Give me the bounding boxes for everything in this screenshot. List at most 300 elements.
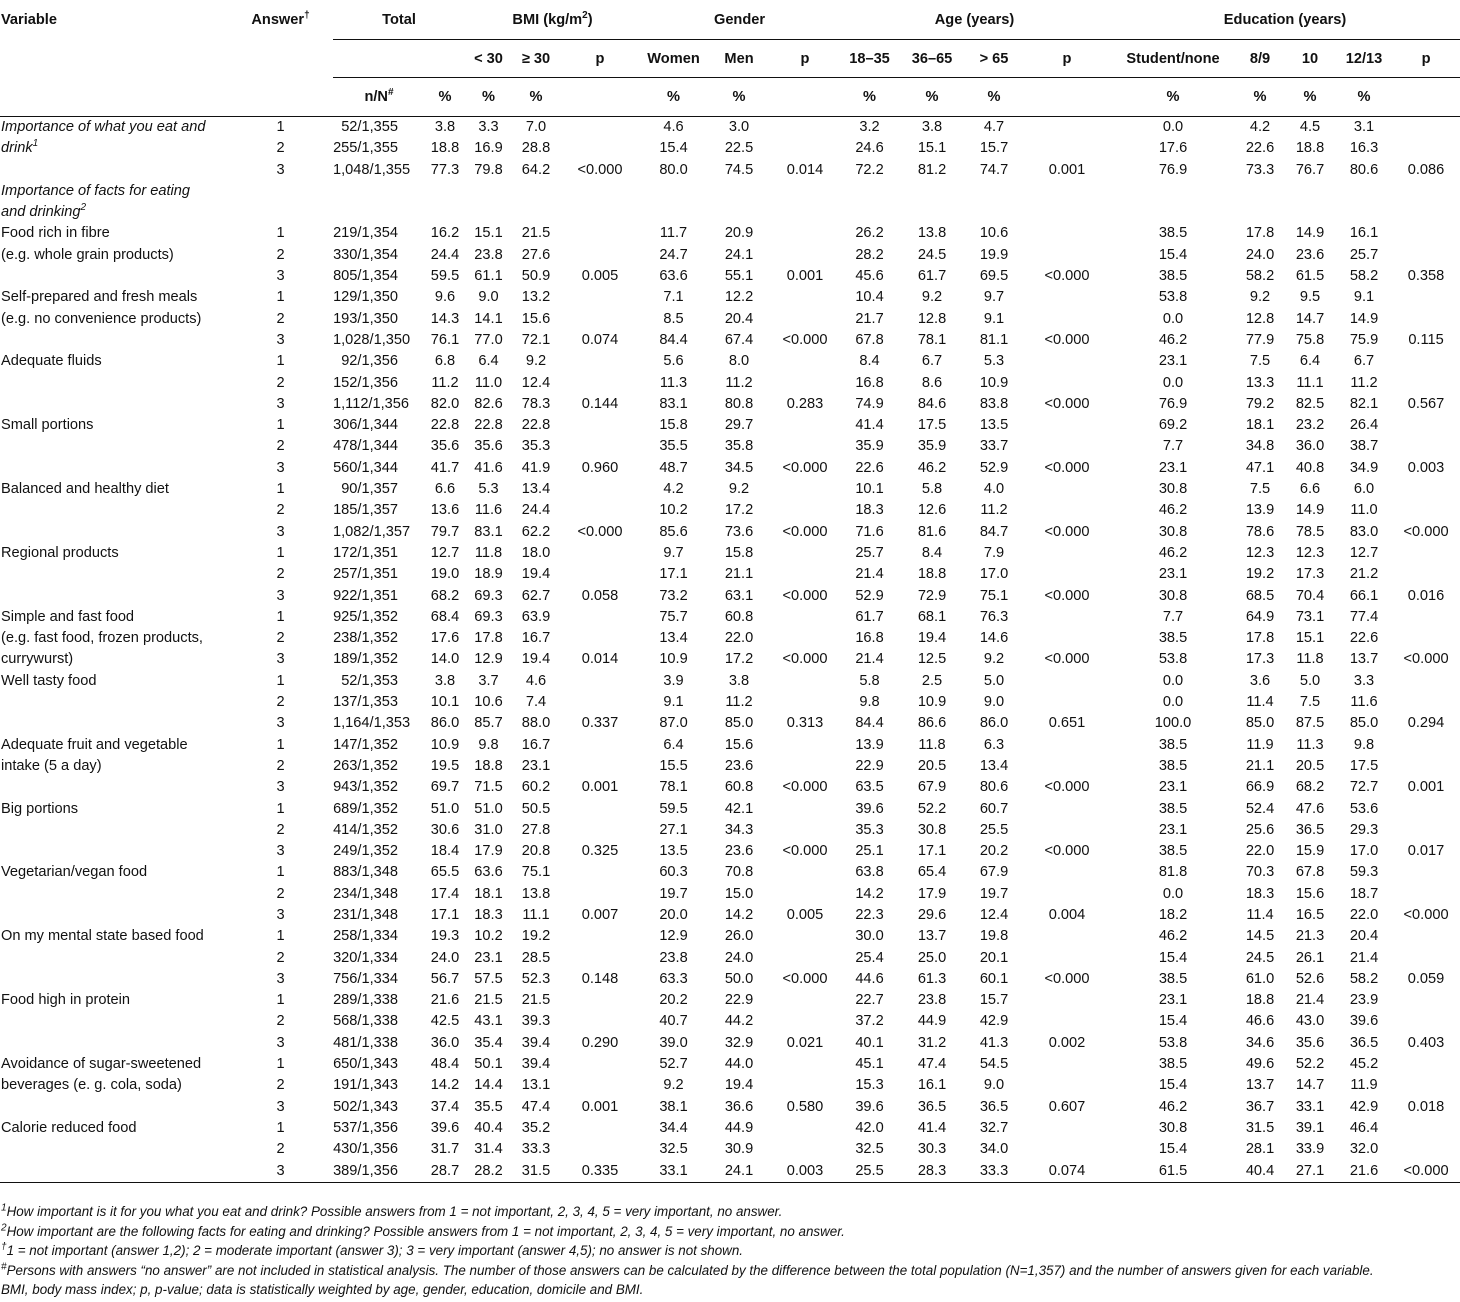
cell-bmi2: 88.0 — [521, 715, 551, 732]
cell-pb: 0.001 — [581, 779, 619, 796]
cell-e1: 0.0 — [1162, 885, 1184, 902]
table-row — [0, 1075, 1460, 1096]
cell-e1: 38.5 — [1158, 757, 1188, 774]
cell-pa: <0.000 — [1044, 843, 1090, 860]
cell-pe: 0.001 — [1407, 779, 1445, 796]
cell-men: 24.1 — [707, 1161, 771, 1183]
cell-a1: 45.6 — [855, 268, 884, 285]
footnote: BMI, body mass index; p, p-value; data is statistically weighted by age, gender, education, domicile and BMI. — [1, 1282, 644, 1298]
cell-e3: 23.6 — [1295, 246, 1325, 263]
cell-answer: 1 — [276, 608, 285, 625]
cell-a1 — [839, 181, 900, 202]
cell-answer: 1 — [276, 481, 285, 498]
cell-pb — [560, 692, 640, 713]
cell-e4: 34.9 — [1349, 459, 1379, 476]
cell-total: 86.0 — [430, 715, 460, 732]
cell-e4: 39.6 — [1349, 1013, 1379, 1030]
cell-e1: 81.8 — [1158, 864, 1188, 881]
cell-n: 650/1,343 — [333, 1056, 398, 1073]
cell-pg — [771, 1139, 839, 1160]
cell-pg — [771, 415, 839, 436]
cell-e4: 36.5 — [1349, 1034, 1379, 1051]
cell-bmi1: 11.8 — [474, 544, 503, 561]
cell-a1: 25.7 — [855, 544, 884, 561]
table-row — [0, 1097, 1460, 1118]
cell-pe — [1392, 692, 1460, 713]
cell-bmi2: 47.4 — [521, 1098, 551, 1115]
cell-e2: 79.2 — [1245, 395, 1275, 412]
row-label: Adequate fluids — [1, 353, 102, 370]
cell-bmi1: 51.0 — [474, 800, 503, 817]
row-label — [0, 436, 228, 457]
cell-a3: 10.9 — [979, 374, 1009, 391]
cell-bmi1: 43.1 — [474, 1013, 503, 1030]
cell-women: 9.1 — [663, 694, 684, 711]
cell-e2: 64.9 — [1245, 608, 1275, 625]
table-row — [0, 522, 1460, 543]
cell-e2: 52.4 — [1245, 800, 1275, 817]
cell-n: 502/1,343 — [333, 1098, 398, 1115]
table-row — [0, 458, 1460, 479]
cell-pb — [560, 415, 640, 436]
cell-bmi1: 83.1 — [474, 523, 503, 540]
cell-answer: 3 — [276, 651, 285, 668]
cell-pg — [771, 436, 839, 457]
cell-answer: 2 — [276, 821, 285, 838]
table-row — [0, 160, 1460, 181]
cell-e1: 38.5 — [1158, 225, 1188, 242]
cell-n: 1,082/1,357 — [333, 523, 411, 540]
cell-pe — [1392, 500, 1460, 521]
cell-pg — [771, 884, 839, 905]
header-pct: % — [707, 78, 771, 117]
cell-bmi2: 9.2 — [525, 353, 547, 370]
cell-pb — [560, 990, 640, 1011]
cell-men: 11.2 — [725, 694, 753, 711]
cell-n: 52/1,353 — [341, 672, 398, 689]
row-label — [0, 1161, 228, 1183]
cell-answer: 3 — [276, 1098, 285, 1115]
cell-a1: 22.7 — [855, 992, 884, 1009]
table-row — [0, 841, 1460, 862]
cell-a2: 8.4 — [921, 544, 943, 561]
cell-pe: 0.016 — [1407, 587, 1445, 604]
cell-e2: 40.4 — [1236, 1161, 1284, 1183]
cell-total: 18.8 — [430, 140, 460, 157]
cell-a2: 23.8 — [917, 992, 947, 1009]
table-row — [0, 138, 1460, 159]
cell-pe — [1392, 436, 1460, 457]
header-education: Education (years) — [1110, 0, 1460, 40]
cell-pe — [1392, 820, 1460, 841]
cell-men: 8.0 — [728, 353, 750, 370]
cell-n: 257/1,351 — [333, 566, 398, 583]
cell-e2: 31.5 — [1245, 1119, 1275, 1136]
cell-a1: 24.6 — [855, 140, 884, 157]
cell-pe: <0.000 — [1403, 651, 1449, 668]
cell-men: 22.0 — [724, 630, 754, 647]
cell-pa — [1024, 543, 1110, 564]
cell-pg — [771, 1011, 839, 1032]
cell-a2: 25.0 — [917, 949, 947, 966]
cell-e3: 7.5 — [1299, 694, 1321, 711]
cell-pa: <0.000 — [1044, 587, 1090, 604]
cell-bmi2: 62.7 — [521, 587, 551, 604]
cell-men: 11.2 — [725, 374, 753, 391]
cell-answer: 3 — [228, 1161, 333, 1183]
cell-bmi2: 13.1 — [521, 1077, 551, 1094]
cell-e1: 0.0 — [1162, 119, 1184, 135]
cell-e2: 46.6 — [1245, 1013, 1275, 1030]
cell-total: 39.6 — [430, 1119, 460, 1136]
cell-e1: 0.0 — [1162, 694, 1184, 711]
cell-bmi2 — [512, 181, 560, 202]
cell-e1: 15.4 — [1158, 1141, 1188, 1158]
table-row — [0, 543, 1460, 564]
table-row — [0, 287, 1460, 308]
cell-n: 191/1,343 — [333, 1077, 398, 1094]
cell-e1: 38.5 — [1158, 1056, 1188, 1073]
cell-pb — [560, 564, 640, 585]
cell-a1: 16.8 — [855, 374, 884, 391]
cell-bmi1: 18.3 — [474, 906, 503, 923]
cell-a2: 18.8 — [917, 566, 947, 583]
table-row — [0, 607, 1460, 628]
cell-n: 152/1,356 — [333, 374, 398, 391]
cell-bmi1: 22.8 — [474, 417, 503, 434]
cell-pg — [771, 117, 839, 139]
cell-a3: 86.0 — [979, 715, 1009, 732]
cell-e4: 17.5 — [1349, 757, 1379, 774]
cell-men: 44.2 — [724, 1013, 754, 1030]
cell-e3: 70.4 — [1295, 587, 1325, 604]
cell-e1: 0.0 — [1162, 374, 1184, 391]
cell-pb — [560, 436, 640, 457]
cell-bmi1: 40.4 — [474, 1119, 503, 1136]
cell-pb: 0.144 — [581, 395, 619, 412]
cell-bmi1: 12.9 — [474, 651, 503, 668]
cell-women: 80.0 — [659, 161, 688, 178]
cell-e1: 30.8 — [1158, 481, 1188, 498]
row-label: Balanced and healthy diet — [1, 481, 169, 498]
cell-bmi2: 21.5 — [521, 992, 551, 1009]
cell-a2: 29.6 — [917, 906, 947, 923]
cell-pe — [1392, 1054, 1460, 1075]
cell-pa — [1024, 671, 1110, 692]
cell-bmi2: 16.7 — [521, 736, 551, 753]
cell-n: 922/1,351 — [333, 587, 398, 604]
cell-men: 22.9 — [724, 992, 754, 1009]
cell-women: 24.7 — [659, 246, 688, 263]
cell-bmi2: 31.5 — [512, 1161, 560, 1183]
cell-e3: 23.2 — [1295, 417, 1325, 434]
cell-answer: 1 — [276, 800, 285, 817]
cell-men: 15.0 — [724, 885, 754, 902]
cell-e2: 47.1 — [1245, 459, 1275, 476]
cell-pe — [1392, 756, 1460, 777]
cell-men: 17.2 — [724, 651, 754, 668]
cell-bmi1 — [465, 181, 512, 202]
cell-e4 — [1336, 202, 1392, 223]
header-edu-8-9: 8/9 — [1236, 40, 1284, 78]
cell-a2: 13.8 — [917, 225, 947, 242]
cell-a2: 41.4 — [917, 1119, 947, 1136]
cell-e3: 18.8 — [1295, 140, 1325, 157]
cell-e3: 15.6 — [1295, 885, 1325, 902]
cell-a3: 84.7 — [979, 523, 1009, 540]
table-row — [0, 245, 1460, 266]
row-label — [0, 841, 228, 862]
cell-women: 34.4 — [659, 1119, 688, 1136]
cell-pe — [1392, 607, 1460, 628]
cell-a1: 30.0 — [855, 928, 884, 945]
cell-pb — [560, 1011, 640, 1032]
cell-e1: 38.5 — [1158, 970, 1188, 987]
cell-pa — [1024, 1054, 1110, 1075]
table-row — [0, 1054, 1460, 1075]
row-label — [0, 713, 228, 734]
cell-e1: 100.0 — [1154, 715, 1192, 732]
cell-bmi1: 14.4 — [474, 1077, 503, 1094]
header-p-edu: p — [1392, 40, 1460, 78]
cell-women: 84.4 — [659, 331, 688, 348]
cell-answer: 3 — [276, 459, 285, 476]
cell-bmi2 — [512, 202, 560, 223]
table-row — [0, 628, 1460, 649]
cell-pg: <0.000 — [782, 587, 828, 604]
cell-e3: 61.5 — [1295, 268, 1325, 285]
cell-answer: 2 — [276, 502, 285, 519]
cell-answer: 3 — [276, 970, 285, 987]
cell-pa — [1024, 926, 1110, 947]
header-pct: % — [1336, 78, 1392, 117]
cell-pe: 0.017 — [1407, 843, 1445, 860]
row-label: and drinking$^2$ — [1, 202, 87, 221]
cell-e3 — [1284, 181, 1336, 202]
cell-bmi2: 50.9 — [521, 268, 551, 285]
cell-a1: 16.8 — [855, 630, 884, 647]
cell-bmi1: 18.1 — [474, 885, 503, 902]
cell-a3: 52.9 — [979, 459, 1009, 476]
cell-women: 5.6 — [663, 353, 684, 370]
cell-pg: 0.283 — [786, 395, 824, 412]
cell-total: 14.3 — [430, 310, 460, 327]
cell-pb — [560, 138, 640, 159]
cell-a3: 19.9 — [979, 246, 1009, 263]
cell-e3: 27.1 — [1284, 1161, 1336, 1183]
cell-n: 883/1,348 — [333, 864, 398, 881]
cell-pg — [771, 1075, 839, 1096]
cell-men: 36.6 — [724, 1098, 754, 1115]
cell-e2: 18.1 — [1245, 417, 1275, 434]
header-p-age: p — [1024, 40, 1110, 78]
cell-e4: 46.4 — [1349, 1119, 1379, 1136]
row-label: Adequate fruit and vegetable — [1, 736, 188, 753]
cell-pa — [1024, 990, 1110, 1011]
cell-e1: 0.0 — [1162, 310, 1184, 327]
cell-a2: 30.8 — [917, 821, 947, 838]
cell-n: 129/1,350 — [333, 289, 398, 306]
cell-a3: 7.9 — [983, 544, 1005, 561]
cell-pg: 0.014 — [786, 161, 824, 178]
cell-bmi2: 13.4 — [521, 481, 551, 498]
cell-men: 80.8 — [724, 395, 754, 412]
row-label — [0, 564, 228, 585]
cell-answer: 1 — [276, 289, 285, 306]
table-row — [0, 905, 1460, 926]
cell-a3: 4.0 — [983, 481, 1005, 498]
cell-bmi1: 28.2 — [465, 1161, 512, 1183]
table-row — [0, 586, 1460, 607]
cell-a1: 18.3 — [855, 502, 884, 519]
cell-a1: 5.8 — [859, 672, 880, 689]
cell-women: 11.3 — [659, 374, 688, 391]
cell-pg: 0.021 — [786, 1034, 824, 1051]
cell-a1: 10.1 — [855, 481, 884, 498]
cell-e4 — [1336, 181, 1392, 202]
table-row — [0, 479, 1460, 500]
cell-e4: 32.0 — [1349, 1141, 1379, 1158]
cell-e4: 58.2 — [1349, 970, 1379, 987]
cell-e2: 12.8 — [1245, 310, 1275, 327]
cell-pa — [1024, 799, 1110, 820]
cell-a3: 19.8 — [979, 928, 1009, 945]
cell-a3: 12.4 — [979, 906, 1009, 923]
header-edu-none: Student/none — [1110, 40, 1236, 78]
cell-women: 60.3 — [659, 864, 688, 881]
cell-a3: 69.5 — [979, 268, 1009, 285]
header-pct: % — [839, 78, 900, 117]
table-row — [0, 692, 1460, 713]
cell-a1: 35.9 — [855, 438, 884, 455]
cell-a1: 14.2 — [855, 885, 884, 902]
cell-men: 15.8 — [724, 544, 754, 561]
cell-e1: 23.1 — [1158, 566, 1188, 583]
cell-e3: 14.9 — [1295, 502, 1325, 519]
cell-answer: 3 — [276, 715, 285, 732]
cell-a3: 60.7 — [979, 800, 1009, 817]
cell-a3: 17.0 — [979, 566, 1009, 583]
cell-pb — [560, 543, 640, 564]
cell-pb: 0.335 — [560, 1161, 640, 1183]
footnote: $^2$How important are the following facts for eating and drinking? Possible answers from 1 = not important, 2, 3, 4, 5 = very important, no answer. — [1, 1222, 845, 1239]
cell-women: 13.4 — [659, 630, 688, 647]
cell-answer: 2 — [276, 1013, 285, 1030]
cell-pg — [771, 543, 839, 564]
cell-n: 92/1,356 — [341, 353, 398, 370]
cell-bmi2: 23.1 — [521, 757, 551, 774]
cell-total: 6.6 — [434, 481, 456, 498]
cell-pa — [1024, 223, 1110, 244]
cell-e2: 22.6 — [1245, 140, 1275, 157]
cell-e4: 9.8 — [1353, 736, 1375, 753]
cell-women: 7.1 — [663, 289, 684, 306]
row-label: Big portions — [1, 800, 79, 817]
table-row — [0, 415, 1460, 436]
cell-women: 10.9 — [659, 651, 688, 668]
cell-pg — [771, 692, 839, 713]
cell-a2: 47.4 — [917, 1056, 947, 1073]
cell-pb: 0.337 — [581, 715, 619, 732]
cell-total: 17.6 — [430, 630, 460, 647]
cell-bmi1: 9.8 — [478, 736, 499, 753]
table-row — [0, 1161, 1460, 1183]
cell-pg — [771, 202, 839, 223]
cell-total: 56.7 — [430, 970, 460, 987]
cell-pg: 0.003 — [771, 1161, 839, 1183]
cell-bmi2: 39.4 — [521, 1034, 551, 1051]
cell-n: 193/1,350 — [333, 310, 398, 327]
cell-bmi2: 13.8 — [521, 885, 551, 902]
cell-pa — [1024, 1011, 1110, 1032]
cell-answer: 1 — [276, 1119, 285, 1136]
cell-pe — [1392, 309, 1460, 330]
cell-e3: 36.5 — [1295, 821, 1325, 838]
cell-women: 73.2 — [659, 587, 688, 604]
cell-women: 39.0 — [659, 1034, 688, 1051]
cell-pe: 0.403 — [1407, 1034, 1445, 1051]
cell-a2: 12.8 — [917, 310, 947, 327]
cell-pb — [560, 671, 640, 692]
cell-answer — [228, 202, 333, 223]
header-bmi: BMI $(kg/m^2)$ — [465, 0, 640, 40]
cell-n: 137/1,353 — [333, 694, 398, 711]
cell-answer: 2 — [276, 694, 285, 711]
cell-total: 28.7 — [425, 1161, 465, 1183]
cell-men: 60.8 — [724, 608, 754, 625]
cell-pb — [560, 351, 640, 372]
cell-pb — [560, 309, 640, 330]
cell-e1: 46.2 — [1158, 331, 1188, 348]
header-variable: Variable — [1, 12, 57, 28]
cell-pg — [771, 351, 839, 372]
cell-bmi2: 4.6 — [525, 672, 547, 689]
row-label: Small portions — [1, 417, 94, 434]
cell-a3: 54.5 — [979, 1056, 1009, 1073]
cell-bmi2: 28.8 — [521, 140, 551, 157]
cell-n: 255/1,355 — [333, 140, 398, 157]
cell-pa — [1024, 862, 1110, 883]
cell-e3: 20.5 — [1295, 757, 1325, 774]
cell-e4: 82.1 — [1349, 395, 1379, 412]
table-body — [0, 117, 1460, 1183]
cell-men: 35.8 — [724, 438, 754, 455]
row-label: (e.g. fast food, frozen products, — [1, 630, 203, 647]
cell-e1: 30.8 — [1158, 523, 1188, 540]
cell-n: 219/1,354 — [333, 225, 398, 242]
table-row — [0, 884, 1460, 905]
cell-total: 82.0 — [430, 395, 460, 412]
cell-a3: 15.7 — [979, 140, 1009, 157]
cell-men: 34.5 — [724, 459, 754, 476]
cell-total: 19.5 — [430, 757, 460, 774]
cell-e2: 13.3 — [1245, 374, 1275, 391]
cell-bmi1: 18.9 — [474, 566, 503, 583]
cell-answer: 1 — [276, 672, 285, 689]
footnote: $^1$How important is it for you what you eat and drink? Possible answers from 1 = not important, 2, 3, 4, 5 = very important, no answer. — [1, 1202, 783, 1219]
cell-pa — [1024, 1118, 1110, 1139]
cell-bmi2: 21.5 — [521, 225, 551, 242]
cell-a3: 36.5 — [979, 1098, 1009, 1115]
cell-answer: 2 — [276, 949, 285, 966]
cell-e2: 17.3 — [1245, 651, 1275, 668]
cell-pa — [1024, 351, 1110, 372]
cell-e3: 67.8 — [1295, 864, 1325, 881]
cell-bmi2: 27.6 — [521, 246, 551, 263]
cell-a2: 9.2 — [921, 289, 943, 306]
cell-e3: 39.1 — [1295, 1119, 1325, 1136]
cell-men: 3.8 — [728, 672, 750, 689]
